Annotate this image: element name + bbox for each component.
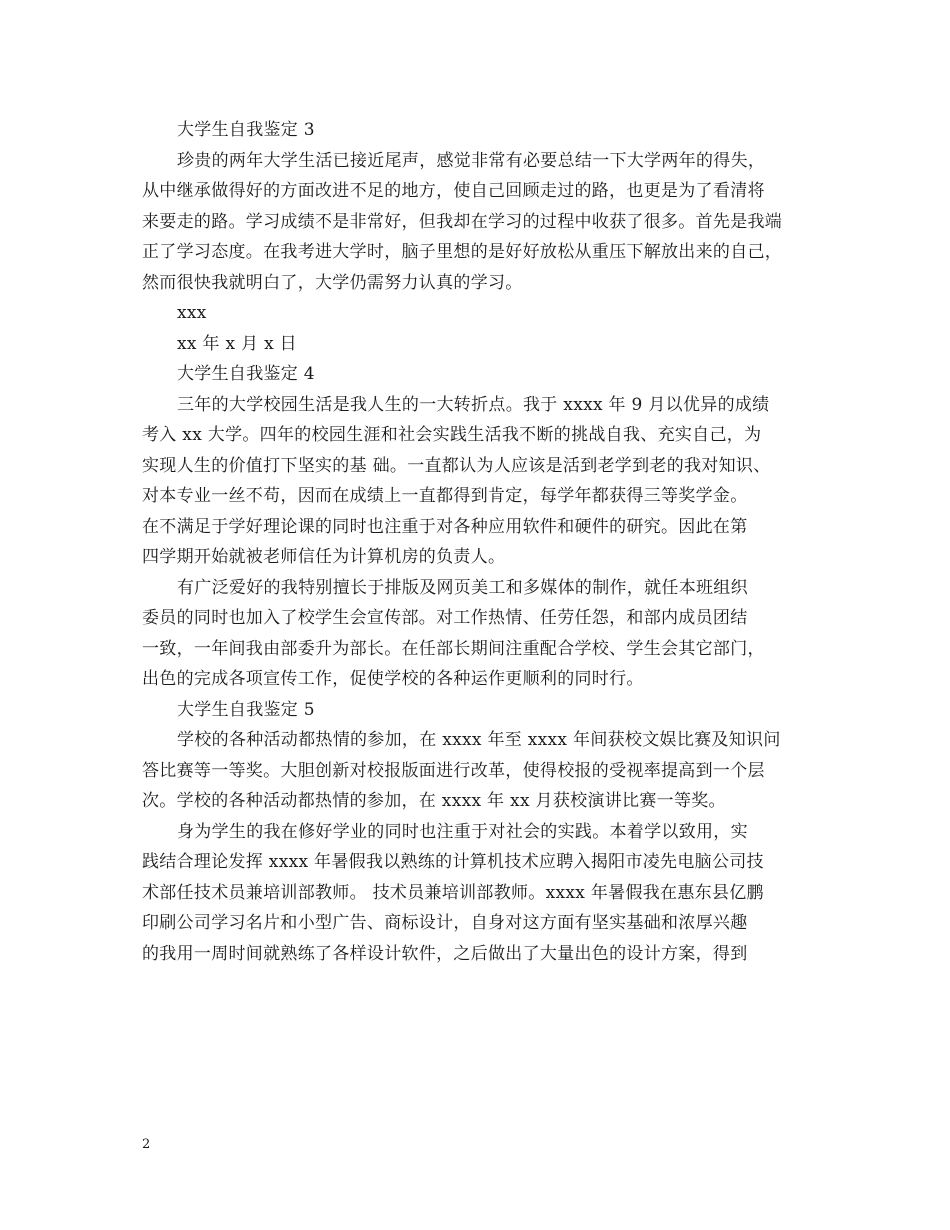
- text-line: 珍贵的两年大学生活已接近尾声，感觉非常有必要总结一下大学两年的得失，: [177, 150, 766, 171]
- text-line: 对本专业一丝不苟，因而在成绩上一直都得到肯定，每学年都获得三等奖学金。: [142, 486, 748, 506]
- text-line: xxx: [177, 303, 207, 323]
- text-line: 印刷公司学习名片和小型广告、商标设计，自身对这方面有坚实基础和浓厚兴趣: [142, 913, 748, 933]
- text-line: xx 年 x 月 x 日: [177, 333, 297, 354]
- text-line: 出色的完成各项宣传工作，促使学校的各种运作更顺利的同时行。: [142, 669, 644, 689]
- text-line: 来要走的路。学习成绩不是非常好，但我却在学习的过程中收获了很多。首先是我端: [142, 211, 783, 232]
- text-line: 大学生自我鉴定 3: [177, 120, 315, 140]
- text-line: 次。学校的各种活动都热情的参加，在 xxxx 年 xx 月获校演讲比赛一等奖。: [142, 791, 726, 811]
- text-line: 有广泛爱好的我特别擅长于排版及网页美工和多媒体的制作，就任本班组织: [177, 577, 748, 598]
- text-line: 正了学习态度。在我考进大学时，脑子里想的是好好放松从重压下解放出来的自己，: [142, 242, 783, 262]
- text-line: 三年的大学校园生活是我人生的一大转折点。我于 xxxx 年 9 月以优异的成绩: [177, 394, 770, 415]
- text-line: 委员的同时也加入了校学生会宣传部。对工作热情、任劳任怨，和部内成员团结: [142, 608, 748, 628]
- text-line: 一致，一年间我由部委升为部长。在任部长期间注重配合学校、学生会其它部门，: [142, 638, 765, 659]
- text-line: 大学生自我鉴定 4: [177, 364, 315, 384]
- document-body: [142, 115, 822, 969]
- text-line: 身为学生的我在修好学业的同时也注重于对社会的实践。本着学以致用，实: [177, 821, 748, 842]
- text-line: 考入 xx 大学。四年的校园生涯和社会实践生活我不断的挑战自我、充实自己，为: [142, 425, 762, 445]
- text-line: 术部任技术员兼培训部教师。 技术员兼培训部教师。xxxx 年暑假我在惠东县亿鹏: [142, 882, 764, 903]
- text-line: 的我用一周时间就熟练了各样设计软件，之后做出了大量出色的设计方案，得到: [142, 943, 748, 964]
- text-line: 实现人生的价值打下坚实的基 础。一直都认为人应该是活到老学到老的我对知识、: [142, 455, 771, 476]
- text-line: 践结合理论发挥 xxxx 年暑假我以熟练的计算机技术应聘入揭阳市凌先电脑公司技: [142, 852, 764, 872]
- text-line: 答比赛等一等奖。大胆创新对校报版面进行改革，使得校报的受视率提高到一个层: [142, 760, 765, 781]
- text-line: 大学生自我鉴定 5: [177, 699, 315, 720]
- text-line: 四学期开始就被老师信任为计算机房的负责人。: [142, 547, 506, 567]
- text-line: 学校的各种活动都热情的参加，在 xxxx 年至 xxxx 年间获校文娱比赛及知识问: [177, 730, 781, 750]
- text-line: 从中继承做得好的方面改进不足的地方，使自己回顾走过的路，也更是为了看清将: [142, 181, 765, 201]
- text-line: 然而很快我就明白了，大学仍需努力认真的学习。: [142, 272, 523, 293]
- text-line: 在不满足于学好理论课的同时也注重于对各种应用软件和硬件的研究。因此在第: [142, 516, 748, 537]
- page-number: 2: [142, 1137, 151, 1152]
